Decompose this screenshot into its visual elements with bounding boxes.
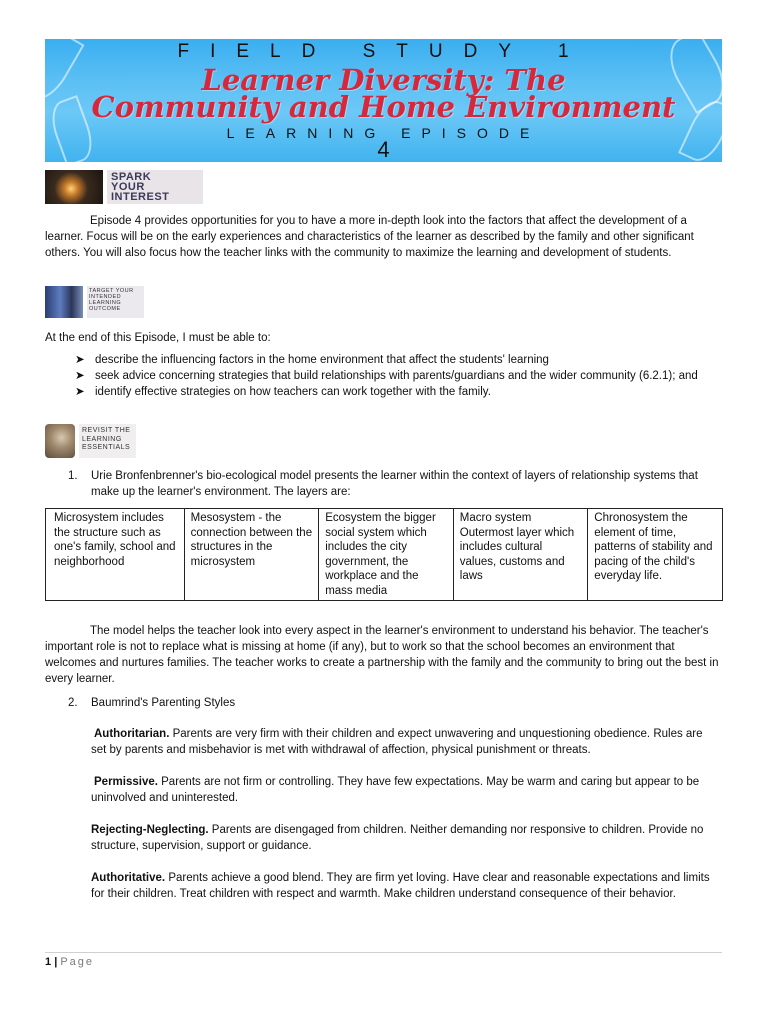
header-banner xyxy=(45,39,722,162)
table-cell: Mesosystem - the connection between the structures in the microsystem xyxy=(184,509,319,601)
episode-title-line1: Learner Diversity: The xyxy=(201,63,566,97)
parenting-style-rejecting-neglecting: Rejecting-Neglecting. Parents are disengaged from children. Neither demanding nor responsive to children. Provide no structure, supervision, support or guidance. xyxy=(91,824,704,852)
target-outcome-badge: TARGET YOUR INTENDED LEARNING OUTCOME xyxy=(45,286,144,318)
parenting-style-authoritarian: Authoritarian. Parents are very firm with their children and expect unwavering and unquestioning obedience. Rules are set by parents and misbehavior is met with withdrawal of affection, physical punishment or threats. xyxy=(91,728,703,756)
intro-paragraph: Episode 4 provides opportunities for you to have a more in-depth look into the factors that affect the development of a learner. Focus will be on the early experiences and characteristics of the learner as described by the family and other significant others. You will also focus how the teacher links with the community to maximize the learning and development of students. xyxy=(45,215,694,259)
item-1-text: Urie Bronfenbrenner's bio-ecological model presents the learner within the context of layers of relationship systems that make up the learner's environment. The layers are: xyxy=(91,470,698,498)
model-paragraph: The model helps the teacher look into every aspect in the learner's environment to understand his behavior. The teacher's important role is not to replace what is missing at home (if any), but to work so that the school becomes an environment that welcomes and nurtures families. The teacher works to create a partnership with the family and the community to bring out the best in every learner. xyxy=(45,625,719,685)
learning-episode-number: 4 xyxy=(377,137,390,162)
outcomes-list xyxy=(75,352,715,400)
item-2-text: Baumrind's Parenting Styles xyxy=(91,697,236,709)
footer-separator: | xyxy=(54,956,58,968)
list-item: ➤ describe the influencing factors in the home environment that affect the students' learning xyxy=(75,354,549,366)
sparkler-image xyxy=(45,170,103,204)
field-study-heading: FIELD STUDY 1 xyxy=(177,41,590,62)
outcomes-heading: At the end of this Episode, I must be able to: xyxy=(45,332,271,344)
spark-your-interest-badge: SPARK YOUR INTEREST xyxy=(45,170,203,204)
layers-table xyxy=(45,508,723,601)
parenting-style-authoritative: Authoritative. Parents achieve a good blend. They are firm yet loving. Have clear and reasonable expectations and limits for their children. Treat children with respect and warmth. Make children understand consequence of their behavior. xyxy=(91,872,710,900)
arrow-bullet-icon: ➤ xyxy=(75,386,85,398)
arrow-bullet-icon: ➤ xyxy=(75,354,85,366)
table-cell: Microsystem includes the structure such as one's family, school and neighborhood xyxy=(46,509,185,601)
page-word: Page xyxy=(60,956,95,968)
list-item: ➤ seek advice concerning strategies that build relationships with parents/guardians and the wider community (6.2.1); and xyxy=(75,370,698,382)
item-1-number: 1. xyxy=(68,470,78,482)
learning-episode-label: LEARNING EPISODE xyxy=(226,125,541,141)
episode-title xyxy=(45,63,722,124)
arrow-bullet-icon: ➤ xyxy=(75,370,85,382)
table-cell: Chronosystem the element of time, patterns of stability and pacing of the child's everyday life. xyxy=(588,509,723,601)
footer-divider xyxy=(45,952,722,953)
target-image xyxy=(45,286,83,318)
revisit-essentials-badge: REVISIT THE LEARNING ESSENTIALS xyxy=(45,424,136,458)
page-number: 1 xyxy=(45,956,52,968)
episode-title-line2: Community and Home Environment xyxy=(91,90,676,124)
item-2-number: 2. xyxy=(68,697,78,709)
page-footer xyxy=(45,956,94,968)
magnifier-image xyxy=(45,424,75,458)
parenting-style-permissive: Permissive. Parents are not firm or controlling. They have few expectations. May be warm and caring but appear to be uninvolved and uninterested. xyxy=(91,776,700,804)
table-cell: Macro system Outermost layer which includes cultural values, customs and laws xyxy=(453,509,588,601)
table-cell: Ecosystem the bigger social system which includes the city government, the workplace and the mass media xyxy=(319,509,454,601)
list-item: ➤ identify effective strategies on how teachers can work together with the family. xyxy=(75,386,491,398)
table-row xyxy=(46,509,723,601)
